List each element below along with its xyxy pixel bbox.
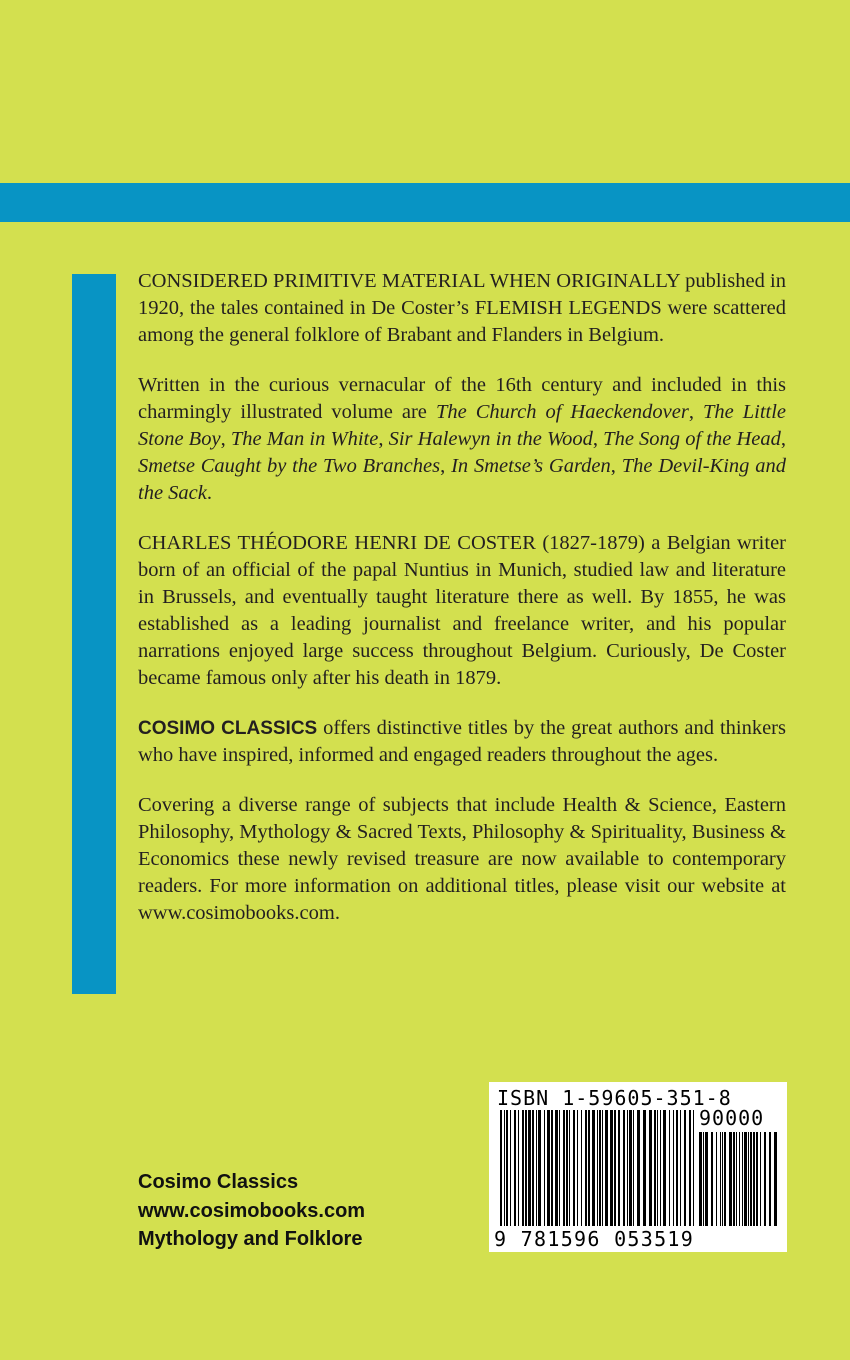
barcode-bar [585, 1110, 587, 1226]
top-blue-stripe [0, 183, 850, 222]
barcode-bar [756, 1132, 758, 1226]
barcode-bar [563, 1110, 565, 1226]
barcode-bar [676, 1110, 678, 1226]
barcode-bar [525, 1110, 527, 1226]
barcode-bar [504, 1110, 505, 1226]
barcode-bar [774, 1132, 777, 1226]
barcode-bar [750, 1132, 752, 1226]
barcode-bar [643, 1110, 646, 1226]
isbn-label: ISBN 1-59605-351-8 [497, 1086, 732, 1110]
contents-paragraph: Written in the curious vernacular of the 16th century and included in this charmingly illustrated volume are The Church of Haeckendover, The Little Stone Boy, The Man in White, Sir Halewyn in the Wood, The Song of the Head, Smetse Caught by the Two Branches, In Smetse’s Garden, The Devil-King and the Sack. [138, 374, 787, 504]
barcode-bar [673, 1110, 674, 1226]
book-category: Mythology and Folklore [138, 1228, 363, 1250]
isbn-barcode [489, 1082, 787, 1252]
barcode-bar [637, 1110, 640, 1226]
barcode-bar [764, 1132, 766, 1226]
price-code: 90000 [699, 1106, 765, 1130]
barcode-bar [569, 1110, 570, 1226]
barcode-bar [736, 1132, 737, 1226]
barcode-bar [663, 1110, 666, 1226]
brand-name: COSIMO CLASSICS [138, 718, 318, 739]
story-title: Sir Halewyn in the Wood [388, 428, 593, 450]
barcode-bar [522, 1110, 524, 1226]
story-title: The Church of Haeckendover [435, 401, 689, 423]
barcode-bar [657, 1110, 658, 1226]
publisher-footer [138, 1168, 365, 1254]
barcode-bar [722, 1132, 723, 1226]
barcode-bar [566, 1110, 568, 1226]
barcode-bar [500, 1110, 502, 1226]
barcode-bar [592, 1110, 595, 1226]
barcode-bar [693, 1110, 694, 1226]
barcode-bar [744, 1132, 747, 1226]
barcode-bar [627, 1110, 628, 1226]
barcode-bar [597, 1110, 598, 1226]
barcode-bar [703, 1132, 704, 1226]
barcode-bar [532, 1110, 534, 1226]
barcode-bar [705, 1132, 708, 1226]
barcode-bar [699, 1132, 702, 1226]
left-blue-bar [72, 274, 116, 994]
barcode-bar [547, 1110, 550, 1226]
barcode-bar [559, 1110, 560, 1226]
story-title: The Song of the Head [603, 428, 781, 450]
barcode-bar [599, 1110, 601, 1226]
story-title: In Smetse’s Garden [451, 455, 611, 477]
barcode-bar [623, 1110, 625, 1226]
barcode-bar [544, 1110, 545, 1226]
publisher-paragraph: COSIMO CLASSICS offers distinctive titles by the great authors and thinkers who have inspired, informed and engaged readers throughout the ages. [138, 717, 786, 766]
barcode-bar [506, 1110, 508, 1226]
ean-number: 9 781596 053519 [494, 1227, 695, 1251]
barcode-bar [573, 1110, 575, 1226]
barcode-bar [629, 1110, 632, 1226]
barcode-bar [633, 1110, 634, 1226]
barcode-bar [760, 1132, 761, 1226]
publisher-name: Cosimo Classics [138, 1171, 299, 1193]
barcode-bar [654, 1110, 656, 1226]
intro-paragraph: CONSIDERED PRIMITIVE MATERIAL WHEN ORIGINALLY published in 1920, the tales contained in De Coster’s FLEMISH LEGENDS were scattered among the general folklore of Brabant and Flanders in Belgium. [138, 270, 786, 346]
barcode-bar [716, 1132, 717, 1226]
barcode-bar [538, 1110, 541, 1226]
barcode-bar [769, 1132, 771, 1226]
publisher-website: www.cosimobooks.com [138, 1199, 366, 1222]
barcode-bar [555, 1110, 558, 1226]
barcode-bar [684, 1110, 686, 1226]
barcode-bar [551, 1110, 553, 1226]
barcode-bar [669, 1110, 670, 1226]
barcode-bar [689, 1110, 691, 1226]
barcode-bar [660, 1110, 661, 1226]
barcode-bar [711, 1132, 713, 1226]
barcode-bar [753, 1132, 755, 1226]
barcode-bar [514, 1110, 516, 1226]
barcode-bar [577, 1110, 578, 1226]
barcode-bar [588, 1110, 590, 1226]
barcode-bar [729, 1132, 732, 1226]
story-title: The Little Stone Boy [138, 401, 787, 450]
story-title: The Devil-King and the Sack [138, 455, 787, 504]
barcode-bar [510, 1110, 511, 1226]
barcode-bar [605, 1110, 608, 1226]
barcode-bar [610, 1110, 613, 1226]
barcode-bar [720, 1132, 721, 1226]
barcode-bar [581, 1110, 582, 1226]
barcode-bar [733, 1132, 735, 1226]
barcode-bar [536, 1110, 537, 1226]
barcode-bar [618, 1110, 620, 1226]
barcode-bar [739, 1132, 740, 1226]
subjects-paragraph: Covering a diverse range of subjects that include Health & Science, Eastern Philosophy, Mythology & Sacred Texts, Philosophy & Spirituality, Business & Economics these newly revised treasure are now available to contemporary readers. For more information on additional titles, please visit our website at www.cosimobooks.com. [138, 794, 786, 924]
barcode-bar [518, 1110, 519, 1226]
barcode-bar [602, 1110, 603, 1226]
barcode-bar [614, 1110, 616, 1226]
barcode-bar [528, 1110, 531, 1226]
author-bio-paragraph: CHARLES THÉODORE HENRI DE COSTER (1827-1879) a Belgian writer born of an official of the papal Nuntius in Munich, studied law and literature in Brussels, and eventually taught literature there as well. By 1855, he was established as a leading journalist and freelance writer, and his popular narrations enjoyed large success throughout Belgium. Curiously, De Coster became famous only after his death in 1879. [138, 532, 786, 689]
barcode-bar [680, 1110, 681, 1226]
barcode-bar [742, 1132, 743, 1226]
barcode-bar [649, 1110, 652, 1226]
barcode-bar [748, 1132, 749, 1226]
story-title: The Man in White [230, 428, 379, 450]
barcode-bar [724, 1132, 726, 1226]
story-title: Smetse Caught by the Two Branches [138, 455, 441, 477]
back-cover-description [138, 268, 786, 950]
